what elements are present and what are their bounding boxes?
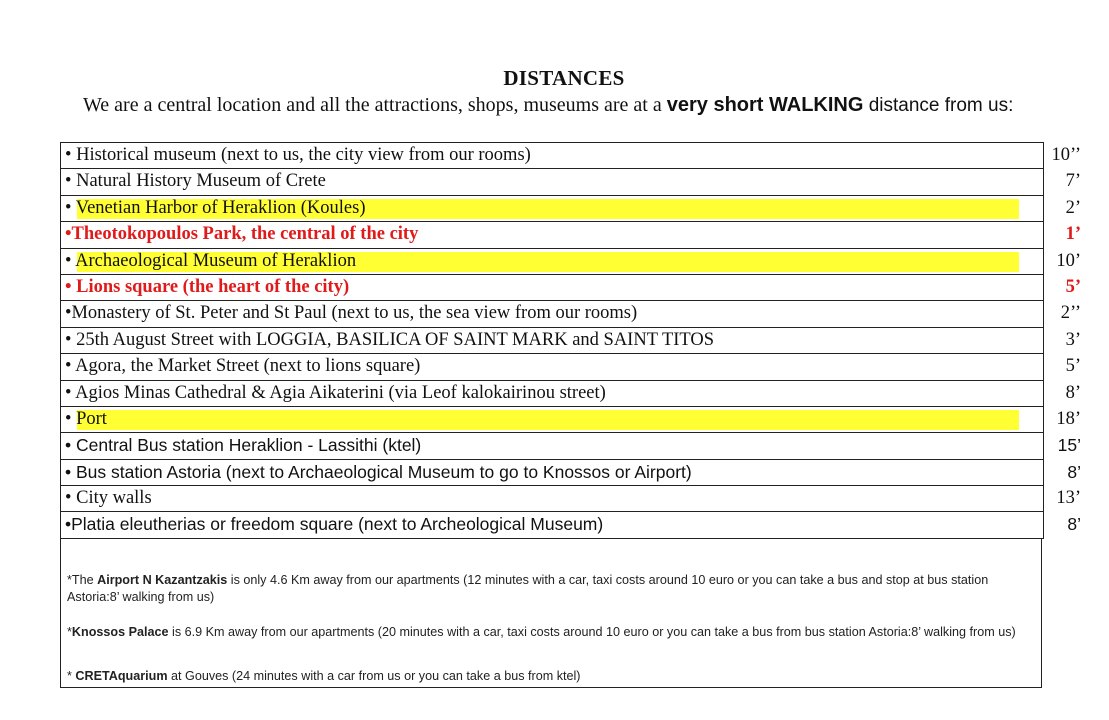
- walking-time: 5’: [1065, 356, 1081, 377]
- table-row: [61, 249, 1081, 275]
- subtitle-bold: very short WALKING: [666, 94, 864, 116]
- place-name: • Agios Minas Cathedral & Agia Aikaterini (via Leof kalokairinou street): [65, 382, 606, 403]
- airport-name: Airport N Kazantzakis: [97, 573, 228, 587]
- airport-note-text: is only 4.6 Km away from our apartments (12 minutes with a car, taxi costs around 10 euro or you can take a bus and stop at bus station Astoria:8’ walking from us): [67, 573, 989, 604]
- subtitle-text: We are a central location and all the attractions, shops, museums are at a: [83, 94, 667, 116]
- aquarium-note-prefix: *: [67, 669, 76, 683]
- aquarium-note-text: at Gouves (24 minutes with a car from us or you can take a bus from ktel): [167, 669, 581, 683]
- table-row: [61, 328, 1081, 354]
- knossos-note-text: is 6.9 Km away from our apartments (20 minutes with a car, taxi costs around 10 euro or you can take a bus from bus station Astoria:8’ walking from us): [168, 625, 1016, 639]
- walking-time: 8’: [1067, 461, 1081, 482]
- place-name: • City walls: [65, 488, 152, 509]
- place-name: • Central Bus station Heraklion - Lassithi (ktel): [65, 435, 422, 456]
- table-row: [61, 354, 1081, 380]
- walking-time: 8’: [1065, 382, 1081, 403]
- walking-time: 5’: [1065, 276, 1081, 297]
- table-row: [61, 407, 1081, 433]
- walking-time: 2’: [1065, 197, 1081, 218]
- walking-time: 18’: [1056, 408, 1081, 429]
- airport-note-prefix: *The: [67, 573, 98, 587]
- place-name: • Agora, the Market Street (next to lions square): [65, 356, 421, 377]
- place-name: • 25th August Street with LOGGIA, BASILICA OF SAINT MARK and SAINT TITOS: [65, 329, 715, 350]
- aquarium-note: [67, 668, 1042, 685]
- subtitle-end: distance from us:: [863, 95, 1014, 116]
- place-name: • Natural History Museum of Crete: [65, 171, 326, 192]
- place-name: • Venetian Harbor of Heraklion (Koules): [65, 197, 366, 218]
- table-row: [61, 381, 1081, 407]
- table-row: [61, 222, 1081, 248]
- knossos-name: Knossos Palace: [71, 625, 169, 639]
- row-highlight: [77, 410, 1019, 430]
- distances-table: [60, 142, 1081, 539]
- place-name: •Monastery of St. Peter and St Paul (next to us, the sea view from our rooms): [65, 303, 638, 324]
- place-name: •Platia eleutherias or freedom square (next to Archeological Museum): [65, 514, 604, 535]
- walking-time: 7’: [1065, 171, 1081, 192]
- table-row: [61, 512, 1081, 538]
- table-row: [61, 486, 1081, 512]
- page-title: DISTANCES: [503, 66, 625, 90]
- table-row: [61, 275, 1081, 301]
- knossos-note-prefix: *: [67, 625, 72, 639]
- subtitle: [83, 94, 1013, 117]
- place-name: • Lions square (the heart of the city): [65, 276, 350, 297]
- notes-box: [60, 538, 1042, 688]
- table-row: [61, 301, 1081, 327]
- table-row: [61, 460, 1081, 486]
- table-row: [61, 196, 1081, 222]
- walking-time: 3’: [1065, 329, 1081, 350]
- table-row: [61, 169, 1081, 195]
- aquarium-name: CRETAquarium: [75, 669, 168, 683]
- place-name: • Archaeological Museum of Heraklion: [65, 250, 357, 271]
- walking-time: 10’’: [1051, 145, 1081, 165]
- airport-note: [67, 572, 1042, 606]
- walking-time: 1’: [1065, 224, 1081, 245]
- walking-time: 15’: [1057, 435, 1081, 456]
- place-name: • Historical museum (next to us, the city view from our rooms): [65, 145, 531, 165]
- walking-time: 2’’: [1060, 303, 1081, 324]
- walking-time: 8’: [1067, 514, 1081, 535]
- knossos-note: [67, 624, 1042, 641]
- table-row: [61, 143, 1081, 169]
- walking-time: 10’: [1056, 250, 1081, 271]
- place-name: •Theotokopoulos Park, the central of the city: [65, 224, 419, 245]
- table-row: [61, 433, 1081, 459]
- walking-time: 13’: [1056, 488, 1081, 509]
- place-name: • Bus station Astoria (next to Archaeological Museum to go to Knossos or Airport): [65, 461, 692, 482]
- place-name: • Port: [65, 408, 107, 429]
